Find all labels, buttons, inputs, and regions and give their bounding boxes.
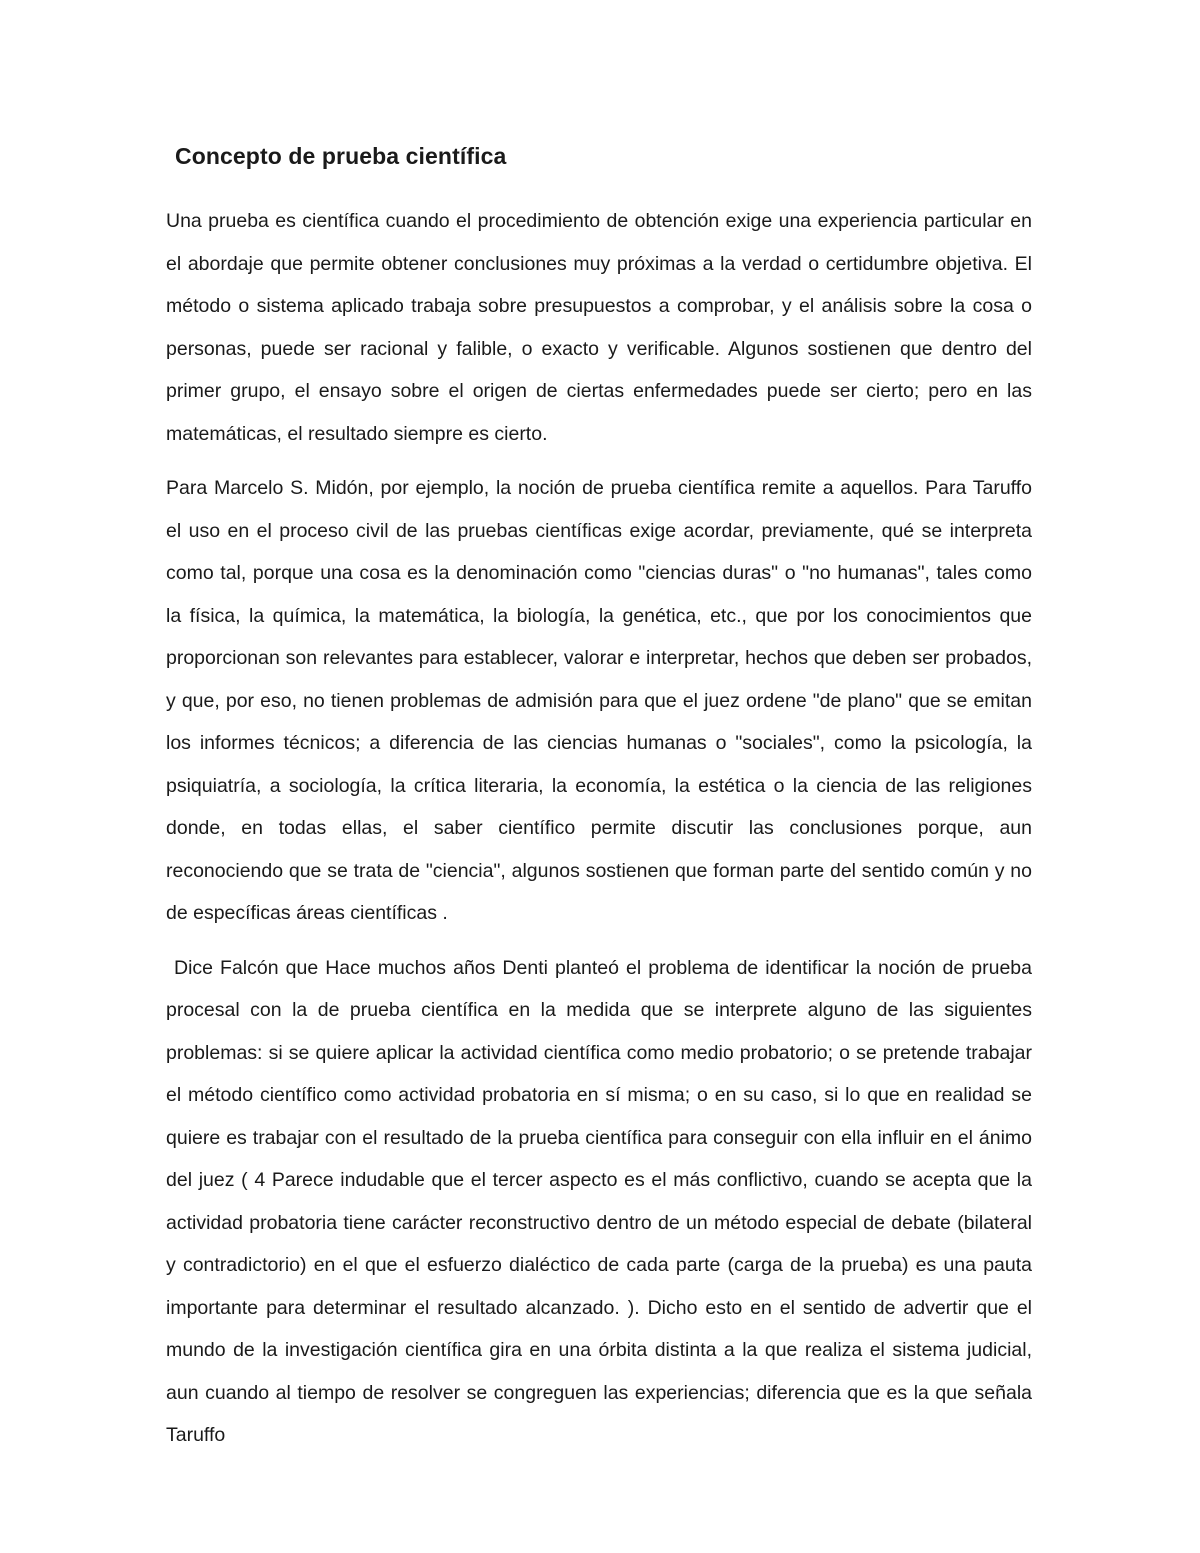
document-title: Concepto de prueba científica xyxy=(175,143,507,169)
document-page xyxy=(166,138,1032,1457)
paragraph-3: Dice Falcón que Hace muchos años Denti planteó el problema de identificar la noción de prueba procesal con la de prueba científica en la medida que se interprete alguno de las siguientes problemas: si se quiere aplicar la actividad científica como medio probatorio; o se pretende trabajar el método científico como actividad probatoria en sí misma; o en su caso, si lo que en realidad se quiere es trabajar con el resultado de la prueba científica para conseguir con ella influir en el ánimo del juez ( 4 Parece indudable que el tercer aspecto es el más conflictivo, cuando se acepta que la actividad probatoria tiene carácter reconstructivo dentro de un método especial de debate (bilateral y contradictorio) en el que el esfuerzo dialéctico de cada parte (carga de la prueba) es una pauta importante para determinar el resultado alcanzado. ). Dicho esto en el sentido de advertir que el mundo de la investigación científica gira en una órbita distinta a la que realiza el sistema judicial, aun cuando al tiempo de resolver se congreguen las experiencias; diferencia que es la que señala Taruffo xyxy=(166,956,1032,1446)
paragraph-1: Una prueba es científica cuando el procedimiento de obtención exige una experiencia particular en el abordaje que permite obtener conclusiones muy próximas a la verdad o certidumbre objetiva. El método o sistema aplicado trabaja sobre presupuestos a comprobar, y el análisis sobre la cosa o personas, puede ser racional y falible, o exacto y verificable. Algunos sostienen que dentro del primer grupo, el ensayo sobre el origen de ciertas enfermedades puede ser cierto; pero en las matemáticas, el resultado siempre es cierto. xyxy=(166,210,1032,445)
paragraph-2: Para Marcelo S. Midón, por ejemplo, la noción de prueba científica remite a aquellos. Para Taruffo el uso en el proceso civil de las pruebas científicas exige acordar, previamente, qué se interpreta como tal, porque una cosa es la denominación como "ciencias duras" o "no humanas", tales como la física, la química, la matemática, la biología, la genética, etc., que por los conocimientos que proporcionan son relevantes para establecer, valorar e interpretar, hechos que deben ser probados, y que, por eso, no tienen problemas de admisión para que el juez ordene "de plano" que se emitan los informes técnicos; a diferencia de las ciencias humanas o "sociales", como la psicología, la psiquiatría, a sociología, la crítica literaria, la economía, la estética o la ciencia de las religiones donde, en todas ellas, el saber científico permite discutir las conclusiones porque, aun reconociendo que se trata de "ciencia", algunos sostienen que forman parte del sentido común y no de específicas áreas científicas . xyxy=(166,477,1032,924)
